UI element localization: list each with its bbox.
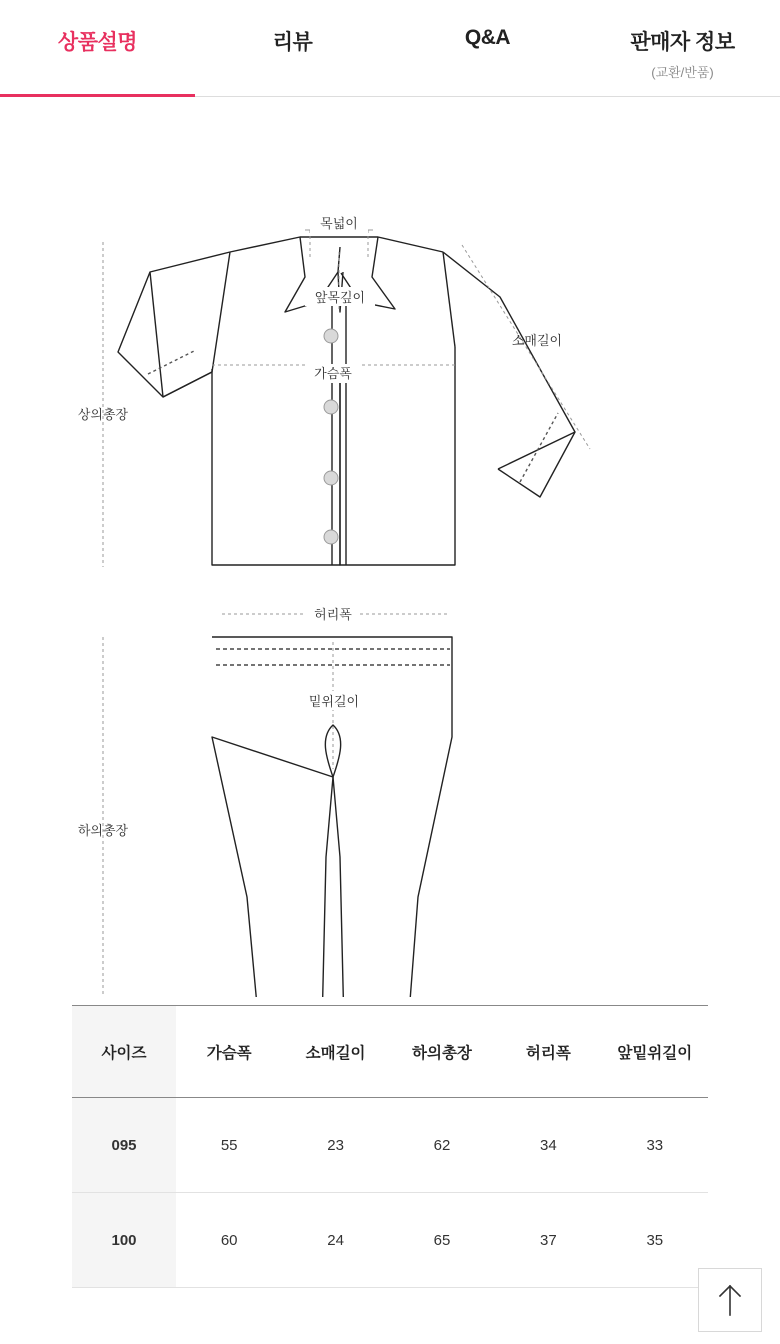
tab-seller-info[interactable]: [585, 0, 780, 96]
cell-waist-width: 34: [495, 1098, 601, 1193]
size-illustration: [0, 97, 780, 997]
label-waist-width: 허리폭: [314, 607, 352, 622]
header-size: 사이즈: [72, 1006, 176, 1098]
tab-qna[interactable]: [390, 0, 585, 96]
arrow-up-icon: [717, 1283, 743, 1317]
tab-qna-label: Q&A: [464, 26, 511, 49]
cell-chest-width: 60: [176, 1193, 282, 1288]
cell-bottom-total-length: 65: [389, 1193, 495, 1288]
label-rise-length: 밑위길이: [308, 694, 360, 709]
table-header-row: [72, 1006, 708, 1098]
cell-sleeve-length: 23: [282, 1098, 388, 1193]
table-row: [72, 1193, 708, 1288]
tab-seller-info-sublabel: (교환/반품): [651, 65, 714, 80]
cell-chest-width: 55: [176, 1098, 282, 1193]
label-top-total-length: 상의총장: [77, 407, 129, 422]
label-sleeve-length: 소매길이: [511, 333, 563, 348]
header-chest-width: 가슴폭: [176, 1006, 282, 1098]
cell-bottom-total-length: 62: [389, 1098, 495, 1193]
cell-size: 100: [72, 1193, 176, 1288]
table-row: [72, 1098, 708, 1193]
cell-front-rise-length: 35: [602, 1193, 708, 1288]
label-bottom-total-length: 하의총장: [77, 823, 129, 838]
tab-description[interactable]: [0, 0, 195, 96]
label-front-neck-depth: 앞목깊이: [314, 290, 366, 305]
cell-sleeve-length: 24: [282, 1193, 388, 1288]
garment-measure-diagram: [0, 97, 780, 997]
scroll-to-top-button[interactable]: [698, 1268, 762, 1332]
size-table-head: [72, 1006, 708, 1098]
header-sleeve-length: 소매길이: [282, 1006, 388, 1098]
header-bottom-total-length: 하의총장: [389, 1006, 495, 1098]
cell-size: 095: [72, 1098, 176, 1193]
tab-description-label: 상품설명: [57, 31, 138, 54]
tab-seller-info-label: 판매자 정보: [630, 31, 735, 54]
tab-review-label: 리뷰: [272, 31, 313, 54]
label-neck-width: 목넓이: [320, 216, 358, 231]
label-chest-width: 가슴폭: [314, 366, 352, 381]
cell-front-rise-length: 33: [602, 1098, 708, 1193]
product-tabs: [0, 0, 780, 97]
size-table: [72, 1005, 708, 1288]
header-front-rise-length: 앞밑위길이: [602, 1006, 708, 1098]
size-table-body: [72, 1098, 708, 1288]
header-waist-width: 허리폭: [495, 1006, 601, 1098]
size-table-wrap: [0, 1005, 780, 1288]
tab-review[interactable]: [195, 0, 390, 96]
cell-waist-width: 37: [495, 1193, 601, 1288]
